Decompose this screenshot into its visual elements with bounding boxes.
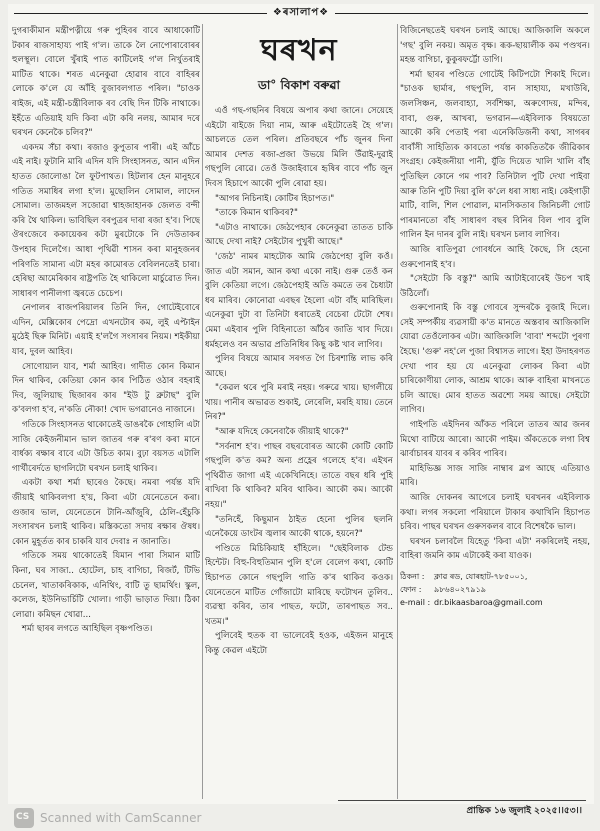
paragraph: ঘৰখন চলাবলৈ যিহেতু 'কিবা এটা' নকৰিলেই নহয়, বাহিৰা জমনি কাম এটাকেই কৰা যাওক।	[400, 536, 590, 562]
paragraph: 'জেঠ' নামৰ মাহটোক আমি জেঠপেহা বুলি কওঁ। জাত এটা সমান, আন কথা একো নাই। গুৰু তেওঁ কন বুলি কেতিয়া লগে। জেঠপেহাই অতি কমতে তৰ চৈধ্যটা ধৰ মাৰিব। কোনোৱা এবছৰ হৈলো এটা বাঁহ মাৰিছিল। এনেকুৱা দুটা বা তিনিটা ধৰাতেই বেচেৰা টেটো শেষ। মেমা এইবাৰ পুলি বিহিনাতো আঁঠৰ জাতি খাব দিয়ে। ধৰ্মহলেও বন অভাৱ প্ৰতিনিধিৰ কিছু কষ্ট খাব লাগিব।	[205, 251, 393, 350]
camscanner-icon	[14, 808, 34, 828]
scanner-watermark	[14, 808, 201, 828]
paragraph: মাহিভিজ্ঞ সাজ সাজি নাম্বাৰ ব্লগ আছে এতিয়াও মাৰি।	[400, 463, 590, 489]
paragraph: একদম সঁচা কথা। ৰজাও কুপুতাৰ পাৰী। এই আঁচে এই নাই। ফুটানি মাৰি এদিন যদি সিংহাসনত, আন এদিন হাতত জোলোঙা লৈ ফুটপাথত। হিটলাৰ হেন মানুহৰে গতিত সমাধিৰ লগা হ'ল। মুছোলিন সোমাল, লাদেন সোমাল। তাজমহল সজোৱা শ্বাহজাহানক জেলত বন্দী কৰি থৈ থাকিল। ভাবিছিল বৰপুত্ৰৰ দাৰা ৰজা হ'ব। পিছে ঔৰংজেবে ককায়েকৰ কটা মুৰটোকে নি দেউতাকৰ উপহাৰ দিলেগৈ। আধা পৃথিৱী শাসন কৰা মানুহজনৰ পৰিণতি সামান্য এটা মহৰ কামোৰত বেবিলনতেই চাৰা। হেৰিছা আমেৰিকাৰ ৰাষ্ট্ৰপতি হৈ থাকিলো মাৰ্চুৱোত দিন। সাধাৰণ পানীলগা জ্বৰতে চেচেপ।	[12, 142, 200, 299]
article-title: ঘৰখন	[260, 33, 338, 68]
paragraph: গাইপতি এইদিনৰ আঁকত পৰিলে তাতৰ আৱ জনৰ মিথো বাটিয়ে আৰো। আকৌ পাইম। অঁকতেকে লগা বিশ্ব ঝাৰ্বাচাৰৰ যাবৰ ৰ কৰিব পাৰিব।	[400, 420, 590, 460]
paragraph: এওঁ গছ-গছনিৰ বিষয়ে অপাৰ কথা জানে। সেয়েহে এইটো ৰাইজে দিয়া নাম, আৰু এইটোতেই হৈ গ'ল। আচলতে তেল পৰিল। প্ৰতিবছৰে পাঁচ জুনৰ দিনা আমাৰ দেশত ৰজা-প্ৰজা উভয়ে মিলি উঁৱাই-দুৱাই গছপুলি ৰোৱে। তেওঁ উজাইবাৰে হৃষিৰ বাবে পাঁচ জুন দিবস হিচাপে আকৌ পুলি ৰোৱা হয়।	[205, 106, 393, 189]
column-divider	[397, 24, 398, 799]
paragraph: "তনিহেঁ, কিছুমান ঠাইত হেনো পুলিৰ ছলনি এনেকৈয়ে ডাংটৰ জ্বলাৰ আকৌ থাকে, হয়নে?"	[205, 514, 393, 540]
title-block	[205, 32, 393, 94]
paragraph: "সেইটো কি বস্তু?" আমি আটাইবোৰেই উচপ খাই উঠিলোঁ।	[400, 274, 590, 299]
article-column-1	[12, 24, 200, 799]
author-email: dr.bikaasbaroa@gmail.com	[434, 597, 543, 607]
paragraph: পণ্ডিতে মিচিকিয়াই হাঁহিলে। "ছেইবিলাক টেন্ড হিন্টেট। বিহু-বিহুতিমান পুলি হ'লে বেলেগ কথা, কোটি হিচাপত কোনে গছপুলি গাতি ক'ৰ থাকিব কওক। যেনেতেনে মাটিত গোঁজাটো মাৰিছে ফটোখন তুলিব.. ব্যৱস্থা কৰিব, তাৰ পাছত, ফটো, তাৰপাছত সব.. খতম।"	[205, 543, 393, 627]
paragraph: গুৰুপোনাই কি বস্তু গোবৰে সুন্দৰকৈ বুজাই দিলে। সেই সম্পৰ্কীয় ব্যৱসায়ী ক'ত মানতে অস্তবাৰ আজিকালি যোৱা তেওঁলোকৰ এটা। আজিকালি 'বাবা' শব্দটো পুৰণা হৈছে। 'গুৰু' নহ'লে পুজা বিশ্বাসত লাগে। ইহা উদাহৰণত দেখা পাব হয় যে এনেকুৱা লোকৰ কিবা এটা চাৰিকোণীয়া লোক, আশ্ৰম থাকে। আৰু বাহিৰা মাখনতে চলি আছে। মোৰ হাতত অৱশ্যে সময় আছে। সেইটো লাগিব।	[400, 303, 590, 416]
article-column-2	[205, 24, 393, 799]
email-label: e-mail :	[400, 597, 431, 607]
address-label: ঠিকনা :	[400, 571, 425, 581]
watermark-text: Scanned with CamScanner	[40, 811, 202, 825]
paragraph: "কেৱল থৰে পুৰি মৰাই নহয়। গৰুৱে খায়। ছাগলীয়ে খায়। পানীৰ অভাৱত শুকাই, লেৰেলি, মৰহি যায়। তেনে নিৰ?"	[205, 383, 393, 423]
paragraph: গতিকে সিংহাসনত থাকোতেই ডাঙৰকৈ গোহালি এটা সাজি কেইজনীমান ভাল জাতৰ গৰু ৰ'ৰণ কৰা মানে বাৰ্ধক্য ৰক্ষাৰ বাবে এটা উচিত কাম। বুঢ়া বয়সত এটালি গাৰ্খীৰেৰ্দতে ছাগলিটো ঘৰখন চলাই থাকিব।	[12, 420, 200, 474]
issue-info: প্ৰান্তিক ১৬ জুলাই ২০২৫।।৫৩।।	[466, 806, 582, 816]
phone-label: ফোন :	[400, 584, 422, 594]
paragraph: "তাকে কিমান থাকিবৰ?"	[215, 208, 298, 219]
author-address: ক্লাৱ ৰড, যোৰহাট-৭৮৫০০১,	[434, 571, 528, 581]
paragraph: আজি ৰাতিপুৱা গোবৰ্ধনে আহি কৈছে, সি হেনো গুৰুপোনাই হ'ব।	[400, 244, 590, 270]
paragraph: গতিকে সময় থাকোতেই যিমান পাৰা সিমান মাটি কিনা, ঘৰ সাজা.. হোটেল, চাহ বাগিচা, ৰিজৰ্ট, টিভি চেনেল, খাতাকৰিকাক, এনিথিং, বাটি তু ছামৰ্থিং। স্কুল, কলেজ, ইউনিভাৰ্চিটি খোলা। গাড়ী ভাড়াত দিয়া। ঠিকা লোৱা। কমিছন খোৱা...	[12, 551, 200, 620]
author-phone: ৯৮৬৪০২৭৯১৯	[434, 584, 486, 594]
page-footer	[338, 800, 586, 820]
paragraph: আজি দোকনৰ আগেৰে চলাই ঘৰখনৰ এইবিলাক কথা। লগৰ সকলো পৰিয়ালে টাকাৰ কথাখিনি হিচাপত চৰিব। পাছৰ ঘৰখন গুৰুসকলৰ বাবে বিশেষকৈ ভাল।	[400, 493, 590, 533]
magazine-page	[8, 4, 594, 816]
article-author: ডা° বিকাশ বৰুৱা	[258, 78, 340, 92]
paragraph: দুগৰাকীমান মন্ত্ৰীপত্নীয়ে গৰু পুহিবৰ বাবে আধাকোটি টকাৰ ৰাজসাহায্য পাই গ'ল। তাকে লৈ নোপোৰাবোৰৰ হুলস্থূল। বোলে খুঁৰাই পাত কাটিলেই গ'ল নিৰ্খুতৰাই মাটিত থাকে। শৰত এনেকুৱা হোৱাৰ বাবে বাহিৰৰ লোকে ক'লে যে আঁহি বুজাবলগাত পৰিল। "চাওক ৰাইজ, এই মন্ত্ৰী-চন্ত্ৰীবিলাক ৰব বেছি দিন টিকি নাথাকে। ইহঁতে এতিয়াই যদি কিবা এটা কৰি নলয়, আমাৰ দৰে ঘৰখন কেনেকৈ চলিব?"	[12, 26, 200, 139]
paragraph: পুলিবেই হুতক বা ভালেবেই হওক, এইজন মানুহে কিন্তু কেৱল এইটো	[205, 631, 393, 656]
author-contact	[400, 570, 590, 609]
paragraph: "আগৰ নিচিনাই। কোটিৰ হিচাপত।"	[215, 193, 335, 204]
paragraph: সোণোয়াল যাব, শৰ্মা আহিব। গাদীত কোন কিমান দিন থাকিব, কেতিয়া কোন কাৰ পিঠিত ওঠাৰ বহৰাই দিব, জুলিয়াছ ছিজাৰৰ কাৰ "ইউ টু ব্ৰুটাছ" বুলি ক'বলগা হ'ব, ন'কতি নৌকা! খোদ ভগৱানেও নাজানে।	[12, 361, 200, 416]
paragraph: "সৰ্বনাশ হ'ব। পাছৰ বছৰবোৰত আকৌ কোটি কোটি গছপুলি ক'ত কম? অন্য প্ৰহ্লেৰ গলেহে হ'ব। এইখন পৃথিৱীত জাগা এই একেখিনিহে। তাতে বছৰ ধৰি পুহি ৰাখিবা কি থাকিব? মৰিব থাকিব। আকৌ কম। আকৌ নহয়।"	[205, 441, 393, 511]
section-title: ❖ৰসালাপ❖	[272, 6, 330, 18]
article-column-3	[400, 24, 590, 799]
section-header	[8, 4, 594, 22]
paragraph: একটা কথা শৰ্মা ছাৰেও কৈছে। নমৰা পৰ্যন্ত যদি জীয়াই থাকিবলগা হ'য়, কিবা এটা যেনেতেনে কৰা। গুজাৰ ভাল, যেনেতেনে টানি-আঁজুৰি, ঠেলি-হেঁচুকি সংসাৰখন চলাই থাকিব। মস্তিকতো সদায় ৰক্ষাৰ ঔষধ। কোন মুহূৰ্তত কাৰ চাকৰি যাব দেবাঃ ন জানাতি।	[12, 478, 200, 547]
paragraph: "এটাও নাথাকে। জেঠপেহাৰ কেনেকুৱা তাতত চাকি আছে দেখা নাই? সেইটোৰ পুখুৰী আছে।"	[205, 222, 393, 248]
paragraph: বিজিনেছতেই ঘৰখন চলাই আছে। আজিকালি অকলে 'গছ' বুলি নকয়। অমৃত বৃক্ষ। ৰূক-ছায়ালীক কম পণ্ডখন। মহন্ত বাগিচা, কুকুৰফৰ্ট্টো ডাগি।	[400, 26, 590, 66]
paragraph: শৰ্মা ছাৰৰ পণ্ডিতে গোটেই কিটিপটো শিকাই দিলে। "চাওক ছাৰ্মাৰ, গছপুলি, বান সাহায্য, মখাউৰি, জলসিঞ্চন, জলবাহ্যা, সৰ্বশিক্ষা, অৰুণোদয়, মন্দিৰ, বাবা, গুৰু, আখৰা, ভগৱান—এইবিলাক বিষয়তো আকৌ কৰি পেতাই পৰা এনেকিডিজনী কথা, সাগৰৰ বাবাঁসী সাহিত্যিক কাবতো পৰ্যন্ত কাকতিতকৈ জীৱিকাৰ সংগ্ৰহ। কেইজনীয়া পানী, যুঁতি দিয়েত খালি খালি বাঁহ পুতিছিল কোনে গম পাব? তিনিটাল পুটি দেখা পাইবা আৰু তিনি পুটি দিয়া বুলি ক'লে ধৰা সাধ্য নাই। কেইগাড়ী মাটি, বালি, শিল পোৱাল, মানসিকতাৰ জিনিচলী গোট পাৰমানতো বাঁহ সাধাৰণ বছৰ বিনিৰ বিল পাব বুলি গালিন ইন দানৰ বুলি নাই। ঘৰখন চলাব লাগিব।	[400, 69, 590, 241]
paragraph: "আৰু যদিহে কেনেবাকৈ জীয়াই থাকে?"	[215, 427, 349, 438]
paragraph: পুলিৰ বিষয়ে আমাৰ সৰগত গৈ চিৰশান্তি লাভ কৰি আছে।	[205, 354, 393, 379]
column-divider	[202, 24, 203, 799]
paragraph: নেপালৰ ৰাজপৰিয়ালৰ তিনি দিন, গোটেইবোৰে এদিন, মেক্সিকোৰ পেদ্ৰো এখনটোৰ কম, লুই এপ্টাইন মুঠেই ছিৰু মিনিট। এয়াই হ'লগৈ সংসাৰৰ নিয়ম। শইকীয়া যাব, দুবল আহিব।	[12, 303, 200, 358]
paragraph: শৰ্মা ছাৰৰ লগতে আহিছিল বৃষ্ণপণ্ডিত।	[22, 624, 153, 635]
